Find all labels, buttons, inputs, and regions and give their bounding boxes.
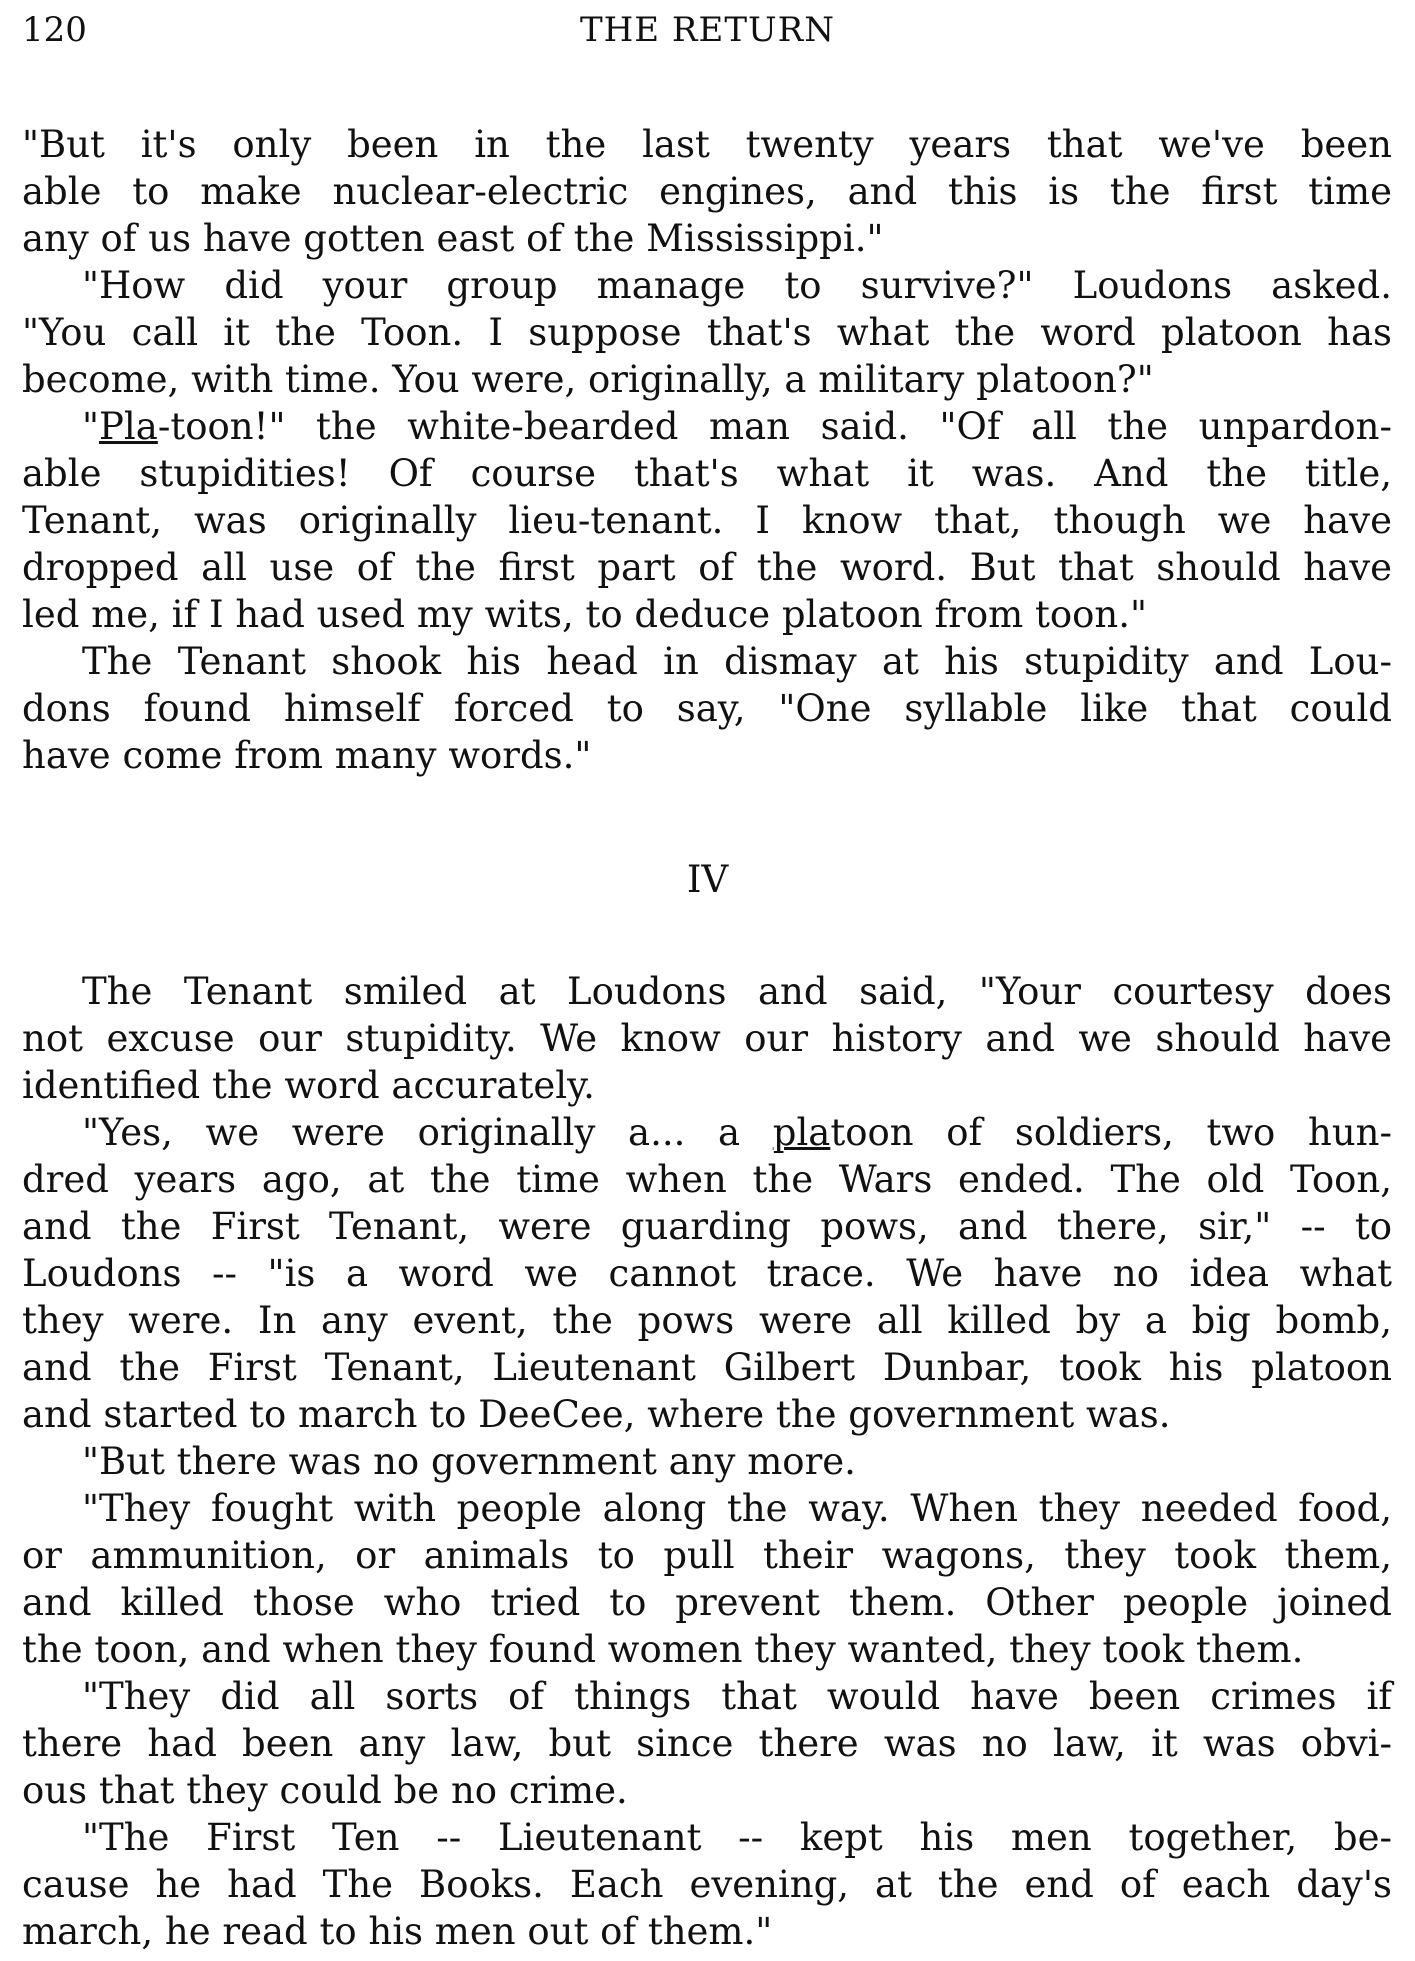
text-fragment: "	[82, 405, 100, 448]
text-line: and killed those who tried to prevent them. Other people joined	[22, 1581, 1392, 1624]
text-fragment: -toon!" the white-bearded man said. "Of all the unpardon-	[157, 405, 1392, 448]
text-line: dropped all use of the first part of the word. But that should have	[22, 546, 1392, 589]
section-numeral: IV	[686, 858, 729, 901]
text-line: "They fought with people along the way. When they needed food,	[82, 1487, 1392, 1530]
text-line: "They did all sorts of things that would have been crimes if	[82, 1675, 1392, 1718]
text-line: able stupidities! Of course that's what it was. And the title,	[22, 452, 1392, 495]
section-two	[22, 968, 1392, 1955]
text-line: Loudons -- "is a word we cannot trace. We have no idea what	[22, 1252, 1392, 1295]
text-line: and started to march to DeeCee, where the government was.	[22, 1393, 1171, 1436]
text-line: dred years ago, at the time when the Wars ended. The old Toon,	[22, 1158, 1392, 1201]
text-line: Tenant, was originally lieu-tenant. I know that, though we have	[22, 499, 1392, 542]
text-line: have come from many words."	[22, 734, 592, 777]
text-line: not excuse our stupidity. We know our history and we should have	[22, 1017, 1392, 1060]
text-line: "How did your group manage to survive?" Loudons asked.	[82, 264, 1392, 307]
text-line: "But there was no government any more.	[82, 1440, 856, 1483]
text-line: and the First Tenant, were guarding pows, and there, sir," -- to	[22, 1205, 1392, 1248]
text-line: "But it's only been in the last twenty years that we've been	[22, 123, 1392, 166]
underlined-syllable: pla	[772, 1111, 831, 1154]
text-line: or ammunition, or animals to pull their wagons, they took them,	[22, 1534, 1392, 1577]
text-line: ous that they could be no crime.	[22, 1769, 628, 1812]
text-line: and the First Tenant, Lieutenant Gilbert Dunbar, took his platoon	[22, 1346, 1392, 1389]
text-line: identified the word accurately.	[22, 1064, 595, 1107]
text-line: there had been any law, but since there was no law, it was obvi-	[22, 1722, 1392, 1765]
text-line: The Tenant smiled at Loudons and said, "Your courtesy does	[82, 970, 1392, 1013]
text-line: march, he read to his men out of them."	[22, 1910, 773, 1953]
text-line: dons found himself forced to say, "One syllable like that could	[22, 687, 1392, 730]
text-fragment: "Yes, we were originally a... a	[82, 1111, 773, 1154]
section-one	[22, 121, 1392, 779]
text-line: the toon, and when they found women they wanted, they took them.	[22, 1628, 1304, 1671]
text-line: cause he had The Books. Each evening, at the end of each day's	[22, 1863, 1392, 1906]
running-title: THE RETURN	[579, 10, 836, 50]
text-line: The Tenant shook his head in dismay at his stupidity and Lou-	[82, 640, 1392, 683]
page-number: 120	[22, 10, 87, 50]
text-line: they were. In any event, the pows were all killed by a big bomb,	[22, 1299, 1392, 1342]
text-line: led me, if I had used my wits, to deduce platoon from toon."	[22, 593, 1147, 636]
page-header	[0, 10, 1415, 54]
text-line: "You call it the Toon. I suppose that's what the word platoon has	[22, 311, 1392, 354]
text-line	[22, 1109, 1392, 1156]
underlined-syllable: Pla	[99, 405, 158, 448]
text-line: become, with time. You were, originally, a military platoon?"	[22, 358, 1154, 401]
text-line	[22, 403, 1392, 450]
text-fragment: toon of soldiers, two hun-	[830, 1111, 1392, 1154]
text-line: "The First Ten -- Lieutenant -- kept his men together, be-	[82, 1816, 1392, 1859]
text-line: able to make nuclear-electric engines, and this is the first time	[22, 170, 1392, 213]
text-line: any of us have gotten east of the Mississippi."	[22, 217, 884, 260]
